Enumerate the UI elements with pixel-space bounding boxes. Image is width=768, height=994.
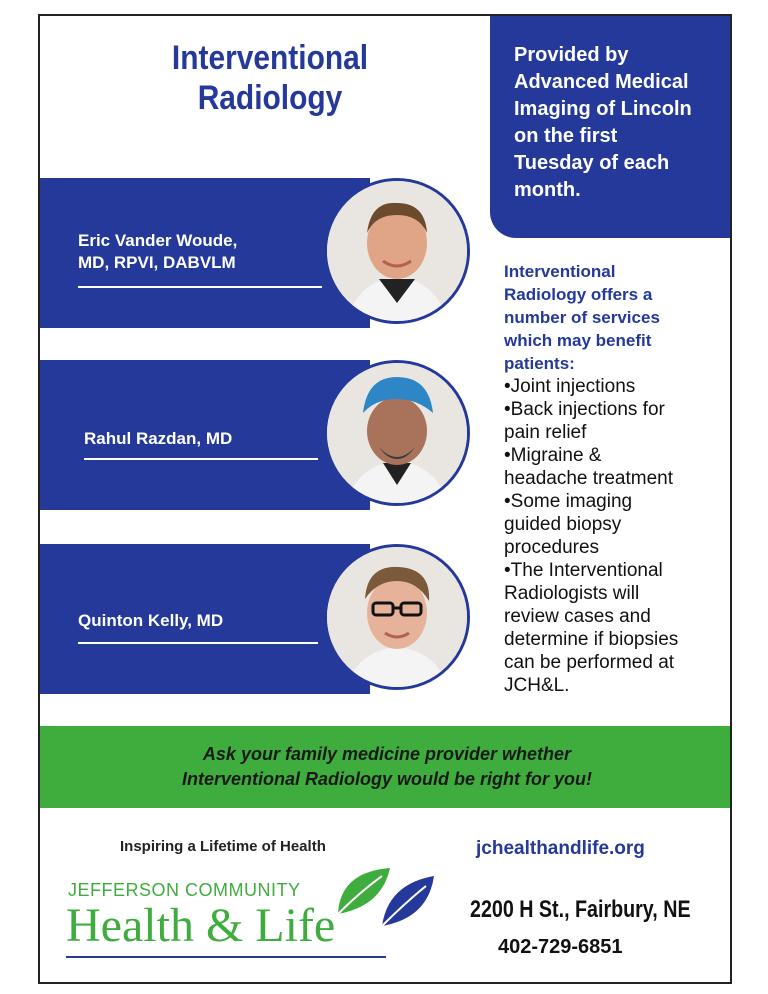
- service-line: •Some imaging: [504, 491, 633, 512]
- service-line: •Joint injections: [504, 376, 636, 397]
- service-line: can be performed at: [504, 652, 675, 673]
- doctor-photo: [324, 544, 470, 690]
- website-link[interactable]: jchealthandlife.org: [476, 838, 645, 859]
- service-line: •Migraine &: [504, 445, 602, 466]
- provided-line: Imaging of Lincoln: [514, 98, 692, 120]
- doctor-name-line: Quinton Kelly, MD: [78, 611, 224, 630]
- name-underline: [78, 642, 318, 644]
- banner-line: Interventional Radiology would be right for you!: [181, 769, 592, 789]
- logo-top-text: JEFFERSON COMMUNITY: [68, 880, 301, 900]
- service-item: [504, 490, 732, 559]
- service-line: determine if biopsies: [504, 629, 679, 650]
- doctor-name-line: Rahul Razdan, MD: [84, 429, 233, 448]
- service-item: [504, 375, 732, 398]
- service-line: •The Interventional: [504, 560, 663, 581]
- provided-by-panel: [490, 16, 732, 238]
- doctor-photo: [324, 178, 470, 324]
- service-line: •Back injections for: [504, 399, 665, 420]
- doctor-name-line: Eric Vander Woude,: [78, 231, 238, 250]
- provided-line: Tuesday of each: [514, 152, 670, 174]
- doctor-name: [78, 230, 237, 274]
- service-item: [504, 444, 732, 490]
- service-line: JCH&L.: [504, 675, 570, 696]
- service-item: [504, 398, 732, 444]
- service-line: Radiologists will: [504, 583, 640, 604]
- intro-line: Interventional: [504, 262, 616, 281]
- tagline: Inspiring a Lifetime of Health: [120, 838, 326, 855]
- logo-underline: [66, 956, 386, 958]
- intro-line: which may benefit: [504, 331, 652, 350]
- title-line: Radiology: [197, 79, 343, 117]
- address: 2200 H St., Fairbury, NE: [470, 896, 691, 923]
- service-line: guided biopsy: [504, 514, 622, 535]
- service-line: pain relief: [504, 422, 587, 443]
- service-item: [504, 559, 732, 697]
- service-line: review cases and: [504, 606, 651, 627]
- banner-line: Ask your family medicine provider whether: [202, 744, 572, 764]
- doctor-name: [78, 610, 223, 632]
- logo-main-text: Health & Life: [66, 899, 336, 952]
- call-to-action-banner: [40, 726, 732, 808]
- intro-line: number of services: [504, 308, 660, 327]
- doctor-name: [84, 428, 232, 450]
- services-list: [504, 260, 732, 697]
- page-title: [156, 38, 385, 118]
- name-underline: [78, 286, 322, 288]
- service-line: headache treatment: [504, 468, 674, 489]
- name-underline: [84, 458, 318, 460]
- intro-line: Radiology offers a: [504, 285, 653, 304]
- doctor-credentials: MD, RPVI, DABVLM: [78, 253, 236, 272]
- services-intro: [504, 260, 732, 375]
- leaf-logo-icon: [330, 862, 440, 932]
- provided-line: Advanced Medical: [514, 71, 689, 93]
- provided-line: month.: [514, 179, 581, 201]
- provided-line: Provided by: [514, 44, 629, 66]
- title-line: Interventional: [171, 39, 369, 77]
- intro-line: patients:: [504, 354, 575, 373]
- doctor-photo: [324, 360, 470, 506]
- flyer: [38, 14, 732, 984]
- phone-number: 402-729-6851: [498, 936, 623, 958]
- provided-line: on the first: [514, 125, 618, 147]
- service-line: procedures: [504, 537, 600, 558]
